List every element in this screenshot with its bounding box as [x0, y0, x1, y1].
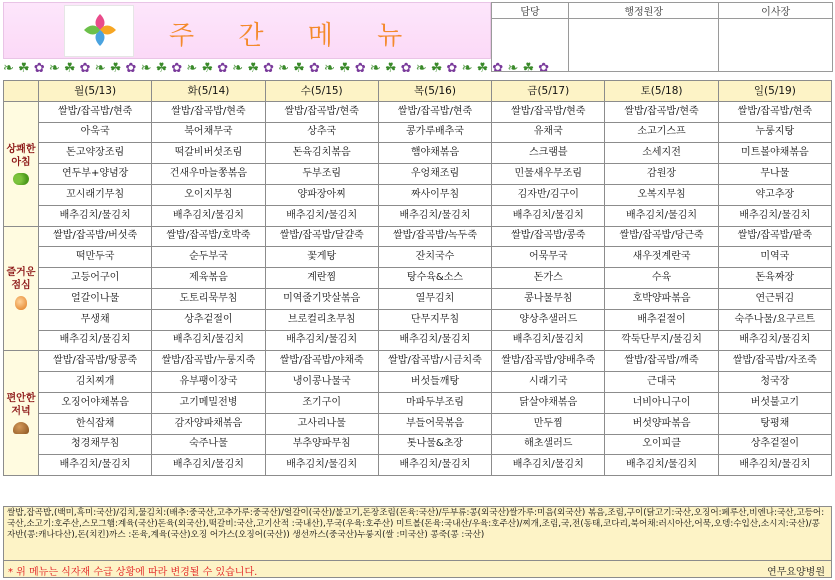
menu-row — [4, 247, 832, 268]
menu-item: 무생채 — [39, 309, 152, 330]
menu-item: 미트볼야채볶음 — [718, 143, 831, 164]
menu-item: 미역국 — [718, 247, 831, 268]
approval-chairman-sign — [719, 19, 833, 72]
menu-row — [4, 226, 832, 247]
menu-item: 꼬시래기무침 — [39, 184, 152, 205]
menu-item: 배추김치/물김치 — [39, 330, 152, 351]
menu-item: 상추국 — [265, 122, 378, 143]
menu-item: 배추김치/물김치 — [718, 330, 831, 351]
menu-item: 배추김치/물김치 — [492, 205, 605, 226]
menu-item: 민물새우무조림 — [492, 164, 605, 185]
menu-item: 쌀밥/잡곡밥/현죽 — [605, 101, 718, 122]
origin-info: 쌀밥,잡곡밥,(백미,흑미:국산)/김치,물김치:(배추:중국산,고추가루:중국산)/얼갈이(국산)/불고기,돈장조림(돈육:국산)/두부류:콩(외국산)쌀가루:미음(외국산) 볶음,조림,구이(닭고기:국산,오징어:페루산,비엔나:국산,고등어:국산,소고기:호주산,스모그햄:계육(국산)돈육(외국산),떡갈비:국산,고기산적 :국내산),무국(우육:호주산) 미트볼(돈육:국내산/우육:호주산)/찌개,조림,국,전(동태,코다리,북어채:러시아산,어묵,오뎅:수입산,소시지:국산)/콩자반(콩:캐나다산),돈(치킨)까스 :돈육,계육(국산)오징 어가스(오징어(국산)) 생선까스(중국산)누룽지(쌀 :미국산) 콩죽(콩 :국산) — [3, 506, 832, 561]
menu-item: 부추양파무침 — [265, 434, 378, 455]
day-header-row — [4, 81, 832, 102]
menu-item: 오징어야채볶음 — [39, 392, 152, 413]
title-banner — [3, 2, 491, 59]
menu-item: 쌀밥/잡곡밥/당근죽 — [605, 226, 718, 247]
menu-row — [4, 288, 832, 309]
menu-item: 버섯양파볶음 — [605, 413, 718, 434]
menu-row — [4, 268, 832, 289]
menu-item: 햄야채볶음 — [378, 143, 491, 164]
menu-item: 조기구이 — [265, 392, 378, 413]
menu-item: 만두찜 — [492, 413, 605, 434]
menu-item: 배추김치/물김치 — [265, 330, 378, 351]
menu-item: 시래기국 — [492, 372, 605, 393]
menu-item: 탕수육&소스 — [378, 268, 491, 289]
menu-item: 돈가스 — [492, 268, 605, 289]
menu-item: 숙주나물 — [152, 434, 265, 455]
menu-item: 고등어구이 — [39, 268, 152, 289]
menu-item: 쌀밥/잡곡밥/시금치죽 — [378, 351, 491, 372]
day-header: 목(5/16) — [378, 81, 491, 102]
menu-item: 너비아니구이 — [605, 392, 718, 413]
menu-table — [3, 80, 832, 476]
menu-item: 새우젓계란국 — [605, 247, 718, 268]
menu-item: 두부조림 — [265, 164, 378, 185]
menu-row — [4, 392, 832, 413]
menu-item: 탕평채 — [718, 413, 831, 434]
menu-item: 연두부+양념장 — [39, 164, 152, 185]
menu-item: 콩가루배추국 — [378, 122, 491, 143]
menu-item: 오이지무침 — [152, 184, 265, 205]
menu-item: 소고기스프 — [605, 122, 718, 143]
menu-item: 무나물 — [718, 164, 831, 185]
menu-item: 짜사이무침 — [378, 184, 491, 205]
menu-item: 김치찌개 — [39, 372, 152, 393]
day-header: 금(5/17) — [492, 81, 605, 102]
day-header: 일(5/19) — [718, 81, 831, 102]
menu-item: 호박양파볶음 — [605, 288, 718, 309]
menu-row — [4, 164, 832, 185]
menu-item: 돈육김치볶음 — [265, 143, 378, 164]
approval-director-sign — [569, 19, 719, 72]
menu-row — [4, 434, 832, 455]
menu-item: 돈육짜장 — [718, 268, 831, 289]
menu-item: 쌀밥/잡곡밥/현죽 — [378, 101, 491, 122]
menu-item: 유채국 — [492, 122, 605, 143]
menu-item: 배추김치/물김치 — [152, 205, 265, 226]
menu-item: 쌀밥/잡곡밥/호박죽 — [152, 226, 265, 247]
menu-item: 단무지무침 — [378, 309, 491, 330]
menu-item: 근대국 — [605, 372, 718, 393]
hospital-logo — [64, 5, 134, 57]
menu-item: 양상추샐러드 — [492, 309, 605, 330]
menu-item: 스크램블 — [492, 143, 605, 164]
menu-item: 쌀밥/잡곡밥/녹두죽 — [378, 226, 491, 247]
menu-item: 배추김치/물김치 — [492, 455, 605, 476]
menu-item: 유부팽이장국 — [152, 372, 265, 393]
menu-item: 쌀밥/잡곡밥/땅콩죽 — [39, 351, 152, 372]
menu-item: 김자반/김구이 — [492, 184, 605, 205]
menu-item: 양파장아찌 — [265, 184, 378, 205]
menu-item: 쌀밥/잡곡밥/현죽 — [492, 101, 605, 122]
menu-item: 상추겉절이 — [152, 309, 265, 330]
meal-label-cell — [4, 351, 39, 476]
approval-chairman-label: 이사장 — [719, 3, 833, 19]
menu-item: 해초샐러드 — [492, 434, 605, 455]
menu-row — [4, 351, 832, 372]
menu-row — [4, 205, 832, 226]
menu-item: 배추김치/물김치 — [378, 455, 491, 476]
menu-item: 숙주나물/요구르트 — [718, 309, 831, 330]
day-header: 수(5/15) — [265, 81, 378, 102]
menu-item: 어묵무국 — [492, 247, 605, 268]
menu-item: 쌀밥/잡곡밥/자조죽 — [718, 351, 831, 372]
notice-bar — [3, 561, 832, 578]
menu-item: 쌀밥/잡곡밥/현죽 — [152, 101, 265, 122]
menu-item: 돈고약장조림 — [39, 143, 152, 164]
menu-item: 버섯불고기 — [718, 392, 831, 413]
approval-box — [491, 2, 833, 72]
menu-item: 쌀밥/잡곡밥/누룽지죽 — [152, 351, 265, 372]
menu-item: 한식잡채 — [39, 413, 152, 434]
menu-row — [4, 372, 832, 393]
menu-item: 배추김치/물김치 — [152, 330, 265, 351]
menu-row — [4, 330, 832, 351]
menu-item: 누룽지탕 — [718, 122, 831, 143]
menu-item: 배추김치/물김치 — [265, 455, 378, 476]
menu-item: 감자양파채볶음 — [152, 413, 265, 434]
menu-row — [4, 184, 832, 205]
menu-item: 제육볶음 — [152, 268, 265, 289]
menu-item: 계란찜 — [265, 268, 378, 289]
menu-item: 배추김치/물김치 — [39, 455, 152, 476]
menu-item: 콩나물무침 — [492, 288, 605, 309]
header — [0, 0, 835, 80]
menu-item: 닭살야채볶음 — [492, 392, 605, 413]
menu-row — [4, 455, 832, 476]
menu-item: 고사리나물 — [265, 413, 378, 434]
menu-item: 배추김치/물김치 — [265, 205, 378, 226]
menu-item: 깍둑단무지/물김치 — [605, 330, 718, 351]
page-title: 주 간 메 뉴 — [169, 21, 421, 51]
menu-item: 소세지전 — [605, 143, 718, 164]
menu-item: 배추겉절이 — [605, 309, 718, 330]
menu-item: 우엉채조림 — [378, 164, 491, 185]
menu-item: 톳나물&초장 — [378, 434, 491, 455]
menu-item: 고기메밀전병 — [152, 392, 265, 413]
menu-item: 청경채무침 — [39, 434, 152, 455]
menu-item: 배추김치/물김치 — [718, 455, 831, 476]
menu-item: 쌀밥/잡곡밥/현죽 — [39, 101, 152, 122]
change-notice: * 위 메뉴는 식자재 수급 상황에 따라 변경될 수 있습니다. — [8, 567, 258, 578]
day-header: 월(5/13) — [39, 81, 152, 102]
menu-item: 마파두부조림 — [378, 392, 491, 413]
organization-name: 연무요양병원 — [767, 567, 825, 578]
approval-director-label: 행정원장 — [569, 3, 719, 19]
menu-item: 쌀밥/잡곡밥/버섯죽 — [39, 226, 152, 247]
menu-item: 배추김치/물김치 — [492, 330, 605, 351]
menu-item: 쌀밥/잡곡밥/콩죽 — [492, 226, 605, 247]
menu-item: 배추김치/물김치 — [378, 330, 491, 351]
menu-item: 부들어묵볶음 — [378, 413, 491, 434]
meal-label: 상쾌한 아침 — [6, 143, 36, 168]
menu-row — [4, 122, 832, 143]
pea-pod-icon — [13, 173, 29, 185]
menu-item: 배추김치/물김치 — [152, 455, 265, 476]
menu-item: 건새우마늘쫑볶음 — [152, 164, 265, 185]
menu-item: 배추김치/물김치 — [718, 205, 831, 226]
menu-item: 브로컬리초무침 — [265, 309, 378, 330]
meal-label: 즐거운 점심 — [6, 267, 36, 292]
meal-label: 편안한 저녁 — [6, 393, 36, 418]
menu-item: 떡갈비버섯조림 — [152, 143, 265, 164]
menu-item: 쌀밥/잡곡밥/깨죽 — [605, 351, 718, 372]
menu-item: 꽃게탕 — [265, 247, 378, 268]
menu-item: 약고추장 — [718, 184, 831, 205]
corner-cell — [4, 81, 39, 102]
menu-item: 얼갈이나물 — [39, 288, 152, 309]
day-header: 화(5/14) — [152, 81, 265, 102]
menu-item: 배추김치/물김치 — [605, 455, 718, 476]
meal-label-cell — [4, 226, 39, 351]
menu-item: 쌀밥/잡곡밥/현죽 — [265, 101, 378, 122]
menu-item: 미역줄기맛살볶음 — [265, 288, 378, 309]
menu-item: 북어채무국 — [152, 122, 265, 143]
menu-item: 배추김치/물김치 — [605, 205, 718, 226]
menu-item: 배추김치/물김치 — [39, 205, 152, 226]
menu-item: 오복지무침 — [605, 184, 718, 205]
vine-decoration: ❧ ☘ ✿ ❧ ☘ ✿ ❧ ☘ ✿ ❧ ☘ ✿ ❧ ☘ ✿ ❧ ☘ ✿ ❧ ☘ ✿ ❧ ☘ ✿ ❧ ☘ ✿ ❧ ☘ ✿ ❧ ☘ ✿ ❧ ☘ ✿ — [3, 61, 550, 76]
onion-icon — [15, 296, 27, 310]
day-header: 토(5/18) — [605, 81, 718, 102]
menu-item: 연근튀김 — [718, 288, 831, 309]
menu-item: 냉이콩나물국 — [265, 372, 378, 393]
menu-row — [4, 143, 832, 164]
menu-item: 떡만두국 — [39, 247, 152, 268]
menu-item: 도토리묵무침 — [152, 288, 265, 309]
menu-item: 쌀밥/잡곡밥/달걀죽 — [265, 226, 378, 247]
menu-row — [4, 413, 832, 434]
menu-item: 순두부국 — [152, 247, 265, 268]
menu-item: 버섯들깨탕 — [378, 372, 491, 393]
approval-staff-label: 담당 — [492, 3, 569, 19]
menu-item: 쌀밥/잡곡밥/양배추죽 — [492, 351, 605, 372]
menu-item: 쌀밥/잡곡밥/야채죽 — [265, 351, 378, 372]
menu-item: 수육 — [605, 268, 718, 289]
menu-item: 아욱국 — [39, 122, 152, 143]
menu-item: 상추겉절이 — [718, 434, 831, 455]
menu-item: 쌀밥/잡곡밥/현죽 — [718, 101, 831, 122]
approval-staff-sign — [492, 19, 569, 72]
mushroom-icon — [13, 422, 29, 434]
menu-item: 쌀밥/잡곡밥/팥죽 — [718, 226, 831, 247]
menu-item: 잔치국수 — [378, 247, 491, 268]
menu-row — [4, 101, 832, 122]
menu-item: 청국장 — [718, 372, 831, 393]
meal-label-cell — [4, 101, 39, 226]
menu-item: 감원장 — [605, 164, 718, 185]
menu-row — [4, 309, 832, 330]
menu-item: 오이피클 — [605, 434, 718, 455]
menu-item: 배추김치/물김치 — [378, 205, 491, 226]
menu-item: 열무김치 — [378, 288, 491, 309]
